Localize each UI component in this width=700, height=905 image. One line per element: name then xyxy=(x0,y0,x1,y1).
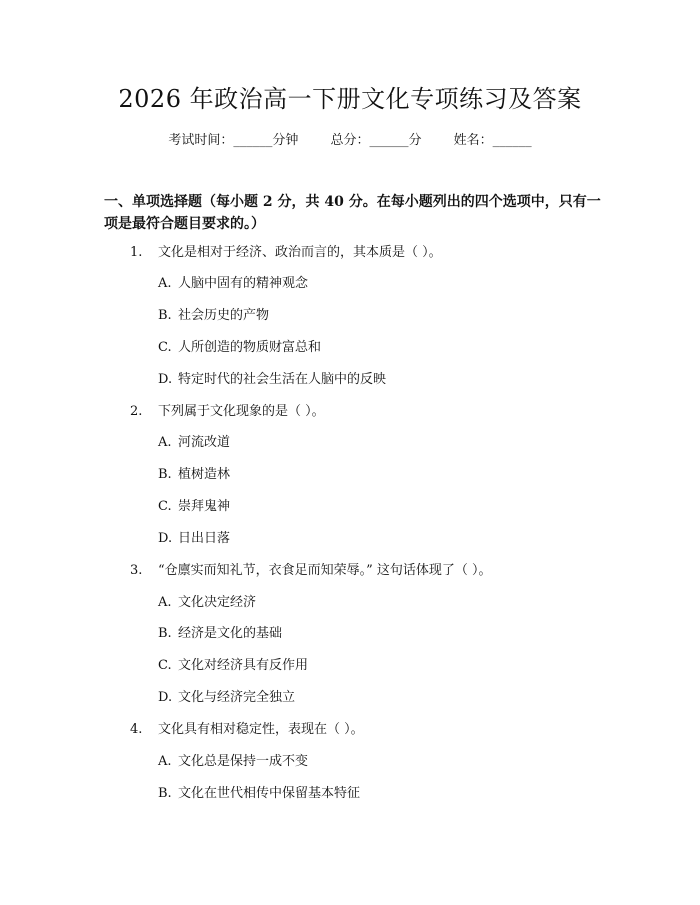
question-text: 文化具有相对稳定性，表现在（ ）。 xyxy=(158,722,364,737)
option-letter: C. xyxy=(158,340,172,355)
option-text: 河流改道 xyxy=(178,435,231,450)
option-letter: B. xyxy=(158,308,172,323)
question-text: “仓廪实而知礼节，衣食足而知荣辱。” 这句话体现了（ ）。 xyxy=(158,563,492,578)
option-1b xyxy=(158,306,269,326)
option-4a xyxy=(158,752,308,772)
option-text: 社会历史的产物 xyxy=(178,308,270,323)
option-4b xyxy=(158,784,360,804)
option-2b xyxy=(158,465,230,485)
option-letter: D. xyxy=(158,531,173,546)
option-text: 文化总是保持一成不变 xyxy=(178,754,309,769)
question-text: 文化是相对于经济、政治而言的，其本质是（ ）。 xyxy=(158,245,442,260)
option-letter: A. xyxy=(158,754,172,769)
option-letter: C. xyxy=(158,499,172,514)
question-number: 1. xyxy=(130,245,143,260)
option-1c xyxy=(158,338,321,358)
option-text: 植树造林 xyxy=(178,467,231,482)
option-text: 文化在世代相传中保留基本特征 xyxy=(178,786,361,801)
option-3b xyxy=(158,624,282,644)
option-3d xyxy=(158,688,295,708)
question-number: 2. xyxy=(130,404,143,419)
option-3a xyxy=(158,593,256,613)
question-2 xyxy=(130,402,325,422)
option-letter: A. xyxy=(158,276,172,291)
option-1a xyxy=(158,274,308,294)
option-text: 特定时代的社会生活在人脑中的反映 xyxy=(178,372,387,387)
option-2d xyxy=(158,529,230,549)
question-number: 4. xyxy=(130,722,143,737)
option-text: 人所创造的物质财富总和 xyxy=(178,340,322,355)
option-letter: B. xyxy=(158,467,172,482)
option-letter: B. xyxy=(158,626,172,641)
option-text: 文化对经济具有反作用 xyxy=(178,658,309,673)
option-text: 文化与经济完全独立 xyxy=(178,690,296,705)
option-2a xyxy=(158,433,230,453)
exam-name: 姓名：______ xyxy=(453,133,532,148)
option-letter: B. xyxy=(158,786,172,801)
question-1 xyxy=(130,243,442,263)
question-4 xyxy=(130,720,364,740)
exam-time: 考试时间：______分钟 xyxy=(168,133,299,148)
option-2c xyxy=(158,497,230,517)
section-heading: 一、单项选择题（每小题 2 分，共 40 分。在每小题列出的四个选项中，只有一项是最符合题目要求的。） xyxy=(104,194,601,232)
question-3 xyxy=(130,561,492,581)
exam-meta xyxy=(0,131,700,151)
option-1d xyxy=(158,370,386,390)
option-letter: A. xyxy=(158,595,172,610)
page-title: 2026 年政治高一下册文化专项练习及答案 xyxy=(118,85,582,113)
option-3c xyxy=(158,656,308,676)
exam-score: 总分：______分 xyxy=(330,133,422,148)
option-text: 文化决定经济 xyxy=(178,595,257,610)
option-letter: D. xyxy=(158,690,173,705)
option-text: 日出日落 xyxy=(178,531,231,546)
option-letter: C. xyxy=(158,658,172,673)
option-letter: D. xyxy=(158,372,173,387)
question-number: 3. xyxy=(130,563,143,578)
question-text: 下列属于文化现象的是（ ）。 xyxy=(158,404,325,419)
option-text: 人脑中固有的精神观念 xyxy=(178,276,309,291)
option-text: 经济是文化的基础 xyxy=(178,626,283,641)
option-letter: A. xyxy=(158,435,172,450)
option-text: 崇拜鬼神 xyxy=(178,499,231,514)
